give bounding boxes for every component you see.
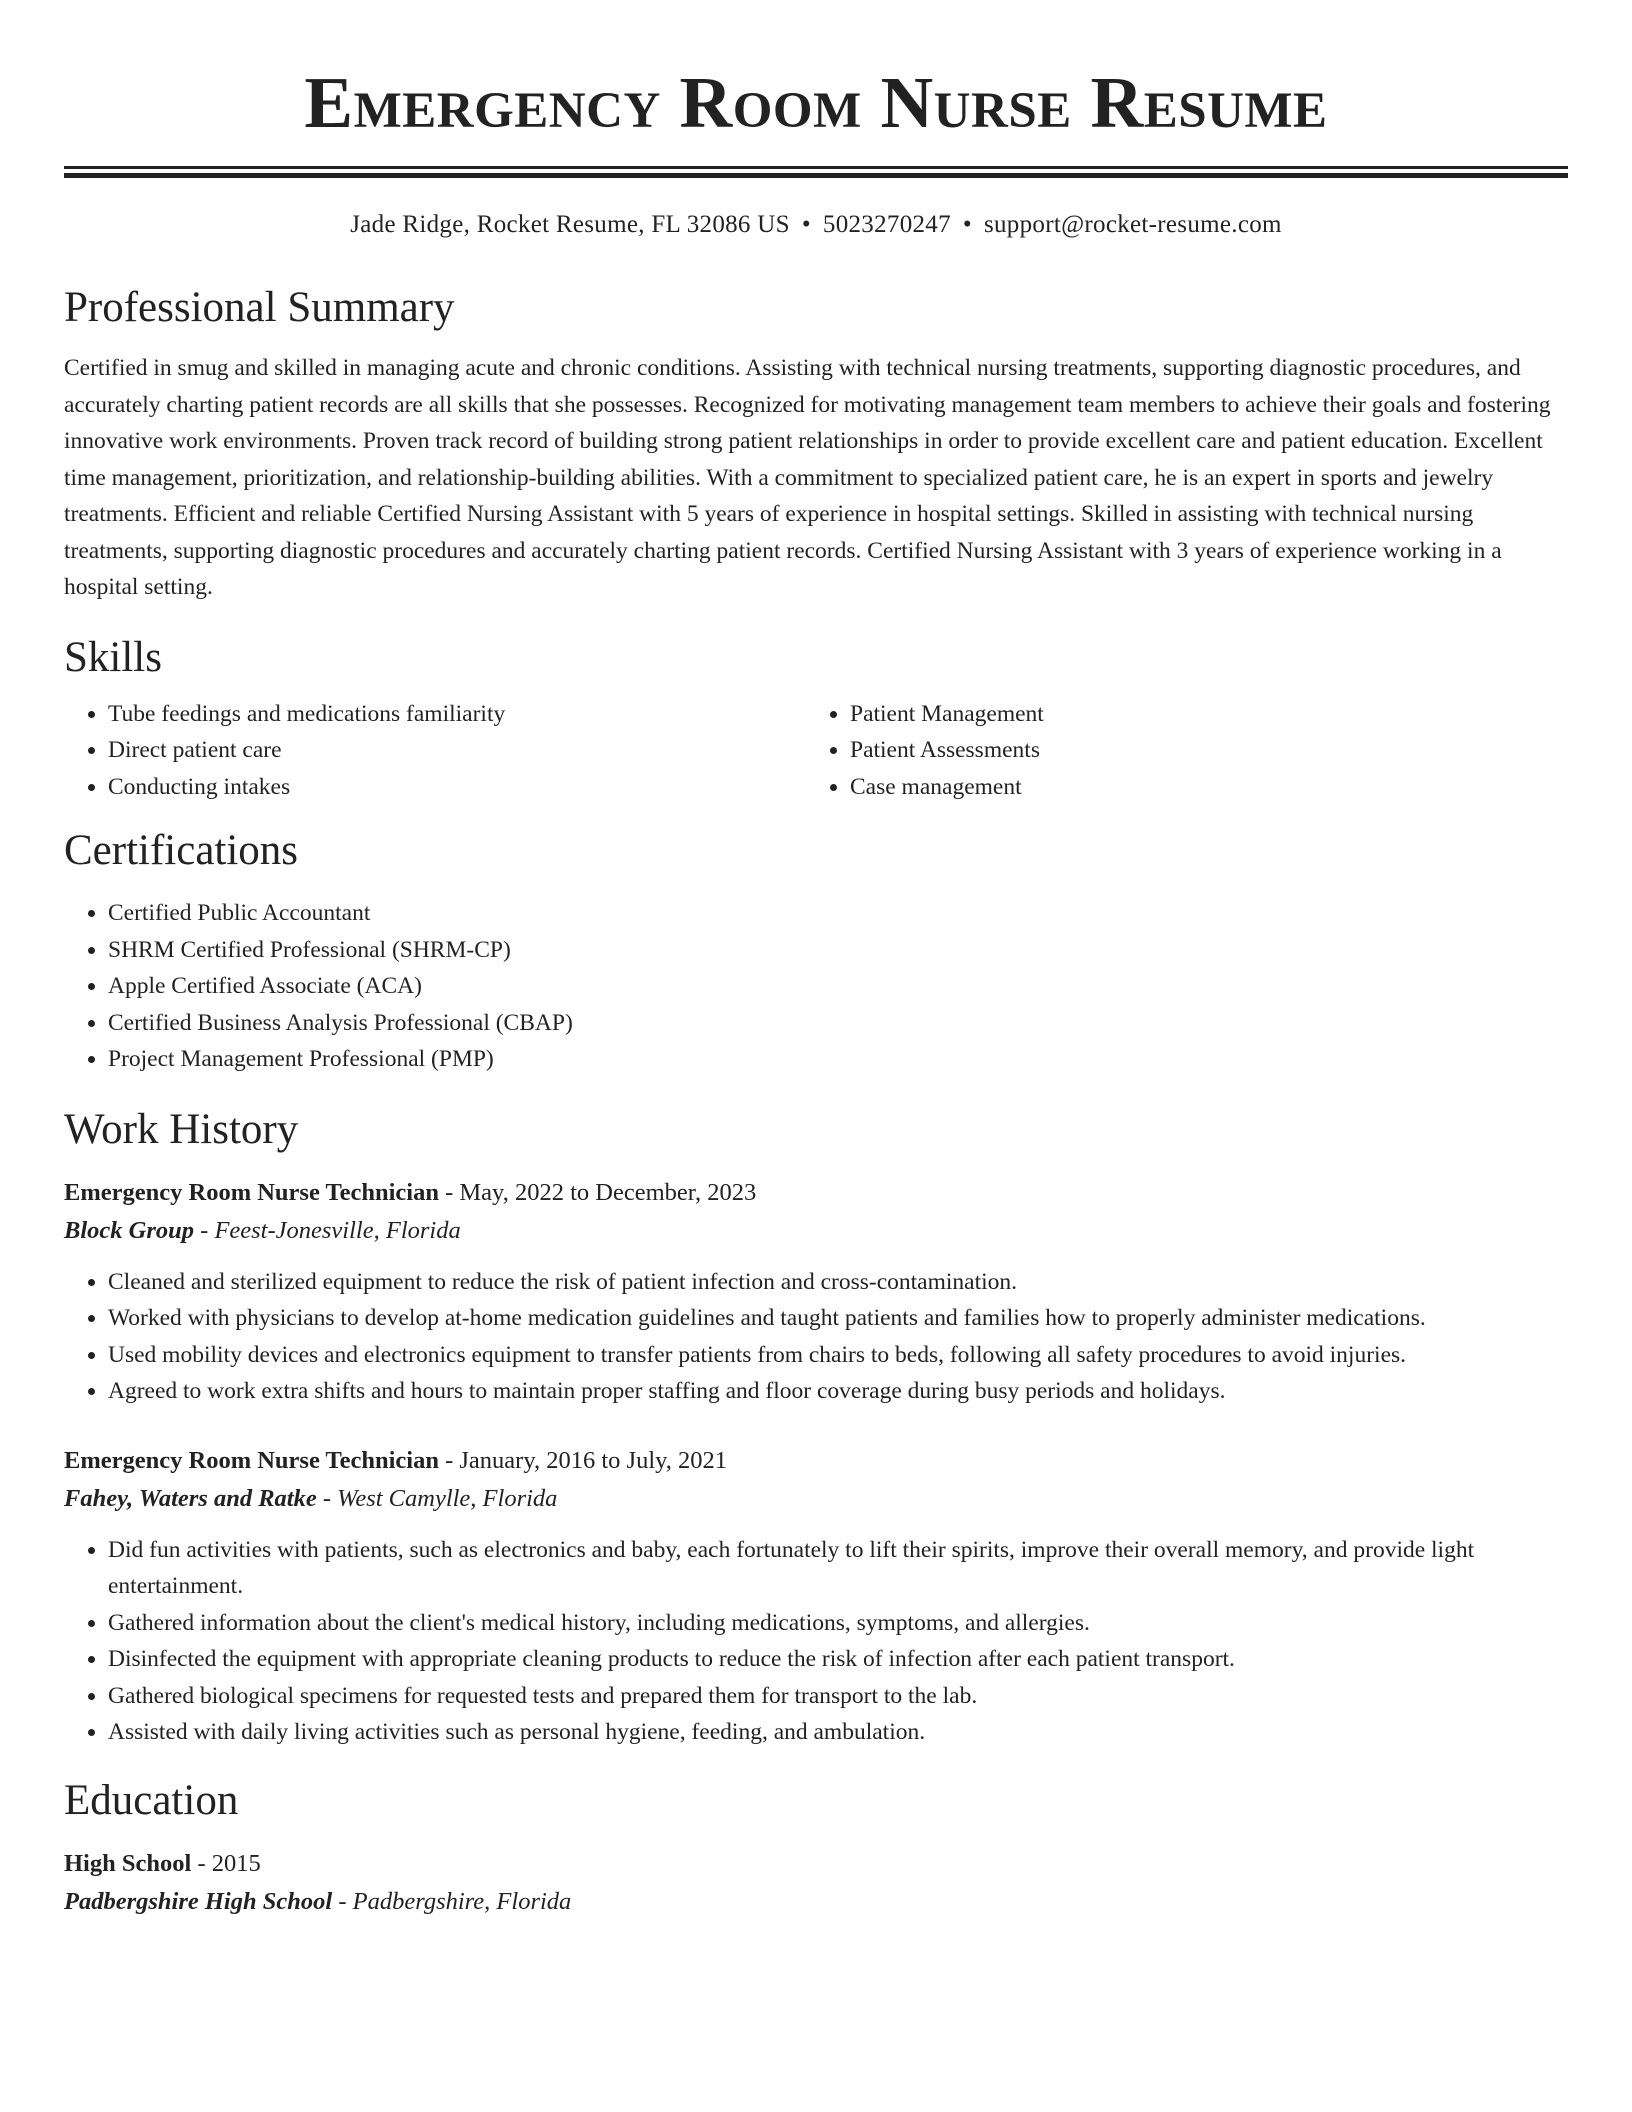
job-duty: • Assisted with daily living activities such as personal hygiene, feeding, and ambulation. (108, 1714, 1568, 1751)
certifications-list (64, 895, 1568, 1078)
job-duty: • Worked with physicians to develop at-home medication guidelines and taught patients and families how to properly administer medications. (108, 1300, 1568, 1337)
dash: - (438, 1178, 460, 1206)
job-title: Emergency Room Nurse Technician (64, 1178, 439, 1206)
summary-text: Certified in smug and skilled in managing acute and chronic conditions. Assisting with technical nursing treatments, supporting diagnostic procedures, and accurately charting patient records are all skills that she possesses. Recognized for motivating management team members to achieve their goals and fostering innovative work environments. Proven track record of building strong patient relationships in order to provide excellent care and patient education. Excellent time management, prioritization, and relationship-building abilities. With a commitment to specialized patient care, he is an expert in sports and jewelry treatments. Efficient and reliable Certified Nursing Assistant with 5 years of experience in hospital settings. Skilled in assisting with technical nursing treatments, supporting diagnostic procedures and accurately charting patient records. Certified Nursing Assistant with 3 years of experience working in a hospital setting. (64, 355, 1551, 600)
education-degree: High School (64, 1849, 192, 1877)
summary-heading: Professional Summary (64, 284, 455, 331)
job-title: Emergency Room Nurse Technician (64, 1446, 439, 1474)
job-duties (64, 1264, 1568, 1410)
contact-separator: • (801, 211, 811, 238)
job-location: West Camylle, Florida (337, 1484, 558, 1512)
job-entry (64, 1442, 1568, 1751)
certification-item: • Project Management Professional (PMP) (108, 1041, 1568, 1078)
education-location: Padbergshire, Florida (352, 1887, 572, 1915)
skills-list (64, 696, 1568, 806)
dash: - (191, 1849, 212, 1877)
job-header (64, 1174, 1568, 1212)
job-dates: May, 2022 to December, 2023 (459, 1178, 757, 1206)
skill-item: • Tube feedings and medications familiarity (108, 696, 806, 733)
dash: - (438, 1446, 460, 1474)
job-company-line (64, 1480, 1568, 1518)
certification-item: • Certified Public Accountant (108, 895, 1568, 932)
job-duty: • Used mobility devices and electronics equipment to transfer patients from chairs to beds, following all safety procedures to avoid injuries. (108, 1337, 1568, 1374)
job-entry (64, 1174, 1568, 1410)
work-history-heading: Work History (64, 1105, 299, 1153)
job-header (64, 1442, 1568, 1480)
skills-column-right (806, 696, 1548, 806)
education-header (64, 1845, 1568, 1883)
dash: - (194, 1216, 215, 1244)
job-company: Fahey, Waters and Ratke (64, 1484, 317, 1512)
job-duty: • Cleaned and sterilized equipment to reduce the risk of patient infection and cross-contamination. (108, 1264, 1568, 1301)
contact-separator: • (962, 211, 972, 238)
skill-item: • Case management (850, 769, 1548, 806)
job-location: Feest-Jonesville, Florida (214, 1216, 461, 1244)
job-company: Block Group (64, 1216, 195, 1244)
job-duty: • Did fun activities with patients, such as electronics and baby, each fortunately to lift their spirits, improve their overall memory, and provide light entertainment. (108, 1532, 1568, 1605)
education-school: Padbergshire High School (64, 1887, 333, 1915)
contact-address: Jade Ridge, Rocket Resume, FL 32086 US (350, 211, 790, 238)
skills-heading: Skills (64, 633, 162, 681)
education-heading: Education (64, 1776, 239, 1824)
contact-line (64, 208, 1568, 242)
certifications-heading: Certifications (64, 827, 299, 874)
skill-item: • Patient Management (850, 696, 1548, 733)
job-duties (64, 1532, 1568, 1751)
dash: - (316, 1484, 338, 1512)
title-divider (64, 166, 1568, 178)
contact-phone: 5023270247 (822, 211, 951, 238)
job-duty: • Gathered information about the client's medical history, including medications, symptoms, and allergies. (108, 1605, 1568, 1642)
job-duty: • Disinfected the equipment with appropriate cleaning products to reduce the risk of infection after each patient transport. (108, 1641, 1568, 1678)
skill-item: • Patient Assessments (850, 732, 1548, 769)
education-entry (64, 1845, 1568, 1921)
skill-item: • Direct patient care (108, 732, 806, 769)
education-school-line (64, 1883, 1568, 1921)
job-duty: • Agreed to work extra shifts and hours to maintain proper staffing and floor coverage during busy periods and holidays. (108, 1373, 1568, 1410)
skill-item: • Conducting intakes (108, 769, 806, 806)
certification-item: • Certified Business Analysis Professional (CBAP) (108, 1005, 1568, 1042)
dash: - (332, 1887, 353, 1915)
job-company-line (64, 1212, 1568, 1250)
certification-item: • SHRM Certified Professional (SHRM-CP) (108, 932, 1568, 969)
job-duty: • Gathered biological specimens for requested tests and prepared them for transport to the lab. (108, 1678, 1568, 1715)
certification-item: • Apple Certified Associate (ACA) (108, 968, 1568, 1005)
skills-column-left (64, 696, 806, 806)
contact-email[interactable]: support@rocket-resume.com (983, 211, 1282, 238)
job-dates: January, 2016 to July, 2021 (459, 1446, 728, 1474)
resume-title: Emergency Room Nurse Resume (304, 62, 1328, 143)
education-year: 2015 (211, 1849, 261, 1877)
